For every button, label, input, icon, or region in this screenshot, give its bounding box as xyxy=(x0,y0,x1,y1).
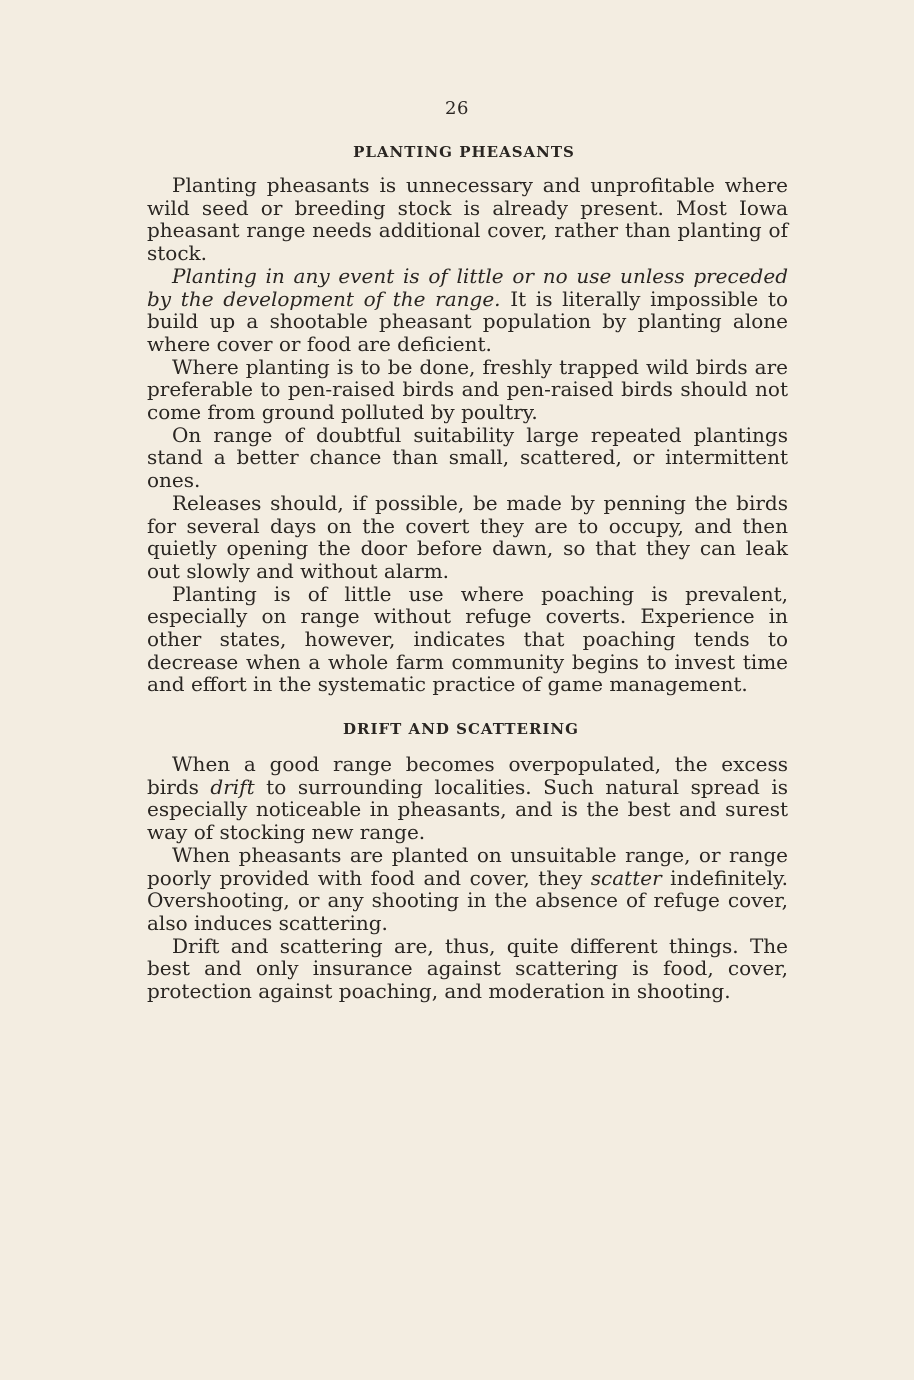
italic-phrase: Planting in any event is of little or no use unless preceded by the development of the range. xyxy=(147,263,788,311)
section-heading-drift-and-scattering: DRIFT AND SCATTERING xyxy=(343,720,579,738)
paragraph xyxy=(147,265,788,356)
section-planting-pheasants xyxy=(147,174,788,696)
section-heading-planting-pheasants: PLANTING PHEASANTS xyxy=(353,143,575,161)
italic-word: drift xyxy=(210,774,255,799)
italic-word: scatter xyxy=(590,865,662,890)
section-drift-and-scattering xyxy=(147,753,788,1003)
paragraph xyxy=(147,753,788,844)
paragraph-text: It is literally impossible to build up a shootable pheasant population by planting alone where cover or food are deficient. xyxy=(147,286,788,356)
paragraph: Drift and scattering are, thus, quite different things. The best and only insurance against scattering is food, cover, protection against poaching, and moderation in shooting. xyxy=(147,933,788,1004)
paragraph: Planting is of little use where poaching is prevalent, especially on range without refuge coverts. Experience in other states, however, indicates that poaching tends to decrease when a whole farm community begins to invest time and effort in the systematic practice of game management. xyxy=(147,581,788,697)
paragraph-text: When a good range becomes overpopulated, the excess birds xyxy=(147,752,788,799)
paragraph-text: When pheasants are planted on unsuitable range, or range poorly provided with food and cover, they xyxy=(147,842,788,890)
paragraph: Planting pheasants is unnecessary and unprofitable where wild seed or breeding stock is already present. Most Iowa pheasant range needs additional cover, rather than planting of stock. xyxy=(147,173,788,266)
paragraph xyxy=(147,844,788,935)
paragraph: Where planting is to be done, freshly trapped wild birds are preferable to pen-raised birds and pen-raised birds should not come from ground polluted by poultry. xyxy=(147,354,788,425)
paragraph: On range of doubtful suitability large repeated plantings stand a better chance than small, scattered, or intermittent ones. xyxy=(147,422,788,493)
paragraph: Releases should, if possible, be made by penning the birds for several days on the covert they are to occupy, and then quietly opening the door before dawn, so that they can leak out slowly and without alarm. xyxy=(147,490,788,583)
page-number: 26 xyxy=(445,98,469,119)
paragraph-text: indefinitely. Overshooting, or any shooting in the absence of refuge cover, also induces scattering. xyxy=(147,865,788,935)
paragraph-text: to surrounding localities. Such natural spread is especially noticeable in pheasants, and is the best and surest way of stocking new range. xyxy=(147,774,788,845)
